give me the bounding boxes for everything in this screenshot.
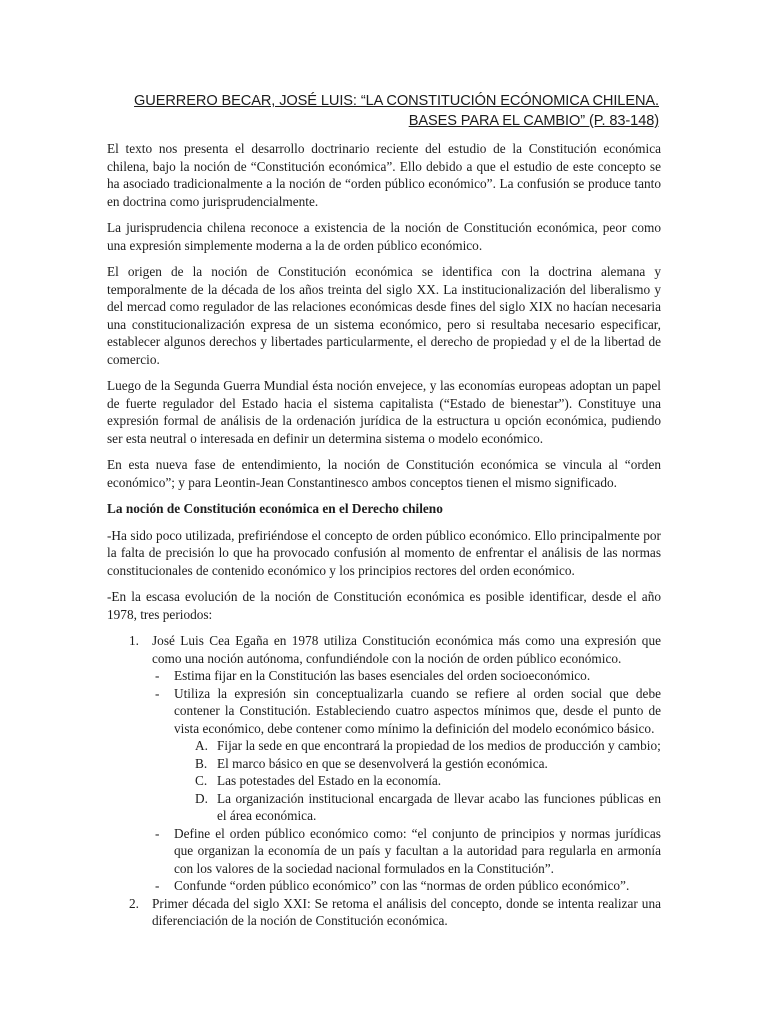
paragraph: Luego de la Segunda Guerra Mundial ésta noción envejece, y las economías europeas adoptan un papel de fuerte regulador del Estado hacia el sistema capitalista (“Estado de bienestar”). Constituye una expresión formal de análisis de la ordenación jurídica de la estructura u opción económica, pudiendo ser esta neutral o interesada en definir un determina sistema o modelo económico. (107, 378, 661, 446)
list-item (107, 895, 661, 930)
paragraph: En esta nueva fase de entendimiento, la noción de Constitución económica se vincula al “orden económico”; y para Leontin-Jean Constantinesco ambos conceptos tienen el mismo significado. (107, 457, 661, 490)
periods-list (107, 632, 661, 930)
dash-item-text: Confunde “orden público económico” con las “normas de orden público económico”. (174, 878, 630, 893)
dash-marker: - (155, 825, 160, 841)
document-title: GUERRERO BECAR, JOSÉ LUIS: “LA CONSTITUCIÓN ECÓNOMICA CHILENA. BASES PARA EL CAMBIO” (P. 83-148) (134, 93, 659, 129)
letter-marker: B. (195, 755, 208, 771)
dash-item-text: Utiliza la expresión sin conceptualizarla cuando se refiere al orden social que debe contener la Constitución. Estableciendo cuatro aspectos mínimos que, desde el punto de vista económico, debe contener como mínimo la definición del modelo económico básico. (174, 685, 661, 736)
list-number: 1. (129, 633, 139, 648)
lettered-list (174, 737, 661, 825)
dash-marker: - (155, 685, 160, 701)
paragraph: -Ha sido poco utilizada, prefiriéndose el concepto de orden público económico. Ello principalmente por la falta de precisión lo que ha provocado confusión al momento de enfrentar el análisis de las normas constitucionales de contenido económico y los principios rectores del orden económico. (107, 527, 661, 578)
lettered-item-text: La organización institucional encargada de llevar acabo las funciones públicas en el área económica. (217, 790, 661, 823)
letter-marker: C. (195, 773, 208, 788)
lettered-item (174, 755, 661, 773)
list-item-text: José Luis Cea Egaña en 1978 utiliza Constitución económica más como una expresión que como una noción autónoma, confundiéndole con la noción de orden público económico. (152, 633, 661, 666)
lettered-item (174, 737, 661, 755)
list-item (107, 632, 661, 895)
dash-item (152, 825, 661, 878)
list-number: 2. (129, 895, 139, 911)
lettered-item (174, 790, 661, 825)
document-body (107, 140, 661, 930)
paragraph: -En la escasa evolución de la noción de Constitución económica es posible identificar, desde el año 1978, tres periodos: (107, 589, 661, 622)
letter-marker: D. (195, 790, 208, 806)
list-item-text: Primer década del siglo XXI: Se retoma el análisis del concepto, donde se intenta realizar una diferenciación de la noción de Constitución económica. (152, 895, 661, 928)
dash-item (152, 877, 661, 895)
paragraph: La jurisprudencia chilena reconoce a existencia de la noción de Constitución económica, peor como una expresión simplemente moderna a la de orden público económico. (107, 220, 661, 253)
paragraph: El texto nos presenta el desarrollo doctrinario reciente del estudio de la Constitución económica chilena, bajo la noción de “Constitución económica”. Ello debido a que el estudio de este concepto se ha asociado tradicionalmente a la noción de “orden público económico”. La confusión se produce tanto en doctrina como jurisprudencialmente. (107, 141, 661, 209)
dash-item (152, 685, 661, 825)
lettered-item-text: Fijar la sede en que encontrará la propiedad de los medios de producción y cambio; (217, 738, 661, 753)
dash-marker: - (155, 878, 160, 893)
letter-marker: A. (195, 738, 208, 753)
dash-item-text: Define el orden público económico como: “el conjunto de principios y normas jurídicas que organizan la economía de un país y facultan a la autoridad para regularla en armonía con los valores de la sociedad nacional formulados en la Constitución”. (174, 825, 661, 876)
lettered-item-text: Las potestades del Estado en la economía. (217, 773, 442, 788)
dash-item-text: Estima fijar en la Constitución las bases esenciales del orden socioeconómico. (174, 668, 591, 683)
dash-marker: - (155, 668, 160, 683)
dash-item (152, 667, 661, 685)
section-heading: La noción de Constitución económica en el Derecho chileno (107, 501, 443, 516)
paragraph: El origen de la noción de Constitución económica se identifica con la doctrina alemana y temporalmente de la década de los años treinta del siglo XX. La institucionalización del liberalismo y del mercad como regulador de las relaciones económicas desde fines del siglo XIX no hacían necesaria una constitucionalización expresa de un sistema económico, pero si resultaba necesario especificar, establecer algunos derechos y libertades particularmente, el derecho de propiedad y el de la libertad de comercio. (107, 264, 661, 367)
lettered-item-text: El marco básico en que se desenvolverá la gestión económica. (217, 755, 548, 771)
lettered-item (174, 772, 661, 790)
dash-list (152, 667, 661, 895)
